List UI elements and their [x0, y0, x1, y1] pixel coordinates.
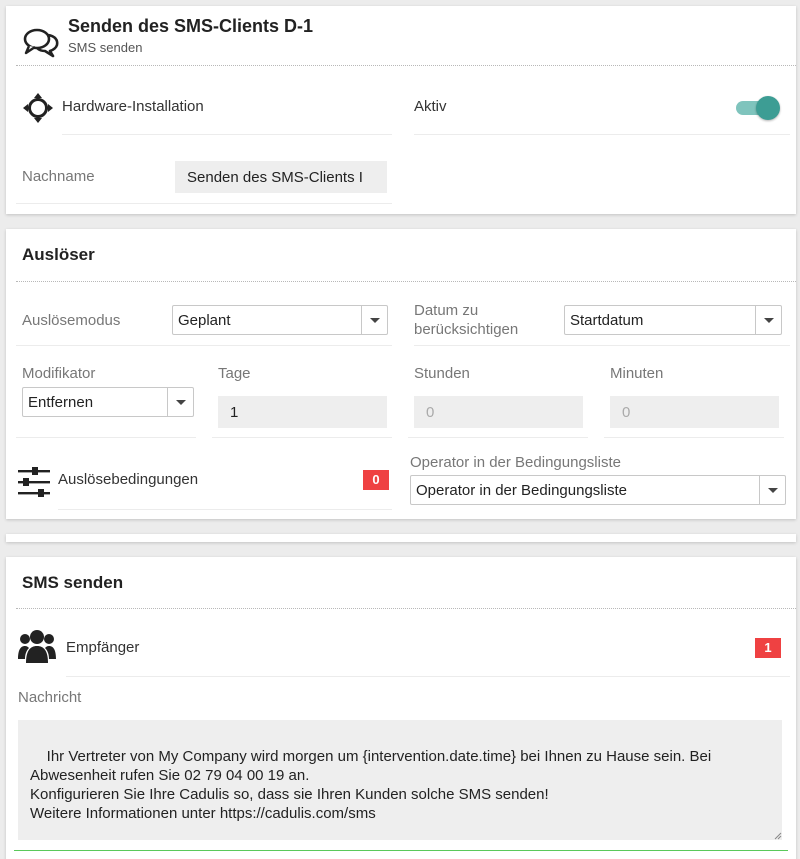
- message-label: Nachricht: [18, 689, 82, 706]
- nachname-field[interactable]: Senden des SMS-Clients I: [175, 161, 387, 193]
- minutes-label: Minuten: [610, 365, 664, 382]
- section-title-sms: SMS senden: [22, 573, 124, 592]
- sms-card: [6, 557, 796, 859]
- divider: [16, 437, 196, 438]
- trigger-card: [6, 229, 796, 519]
- chevron-down-icon: [361, 306, 387, 334]
- trigger-mode-value: Geplant: [178, 312, 231, 329]
- modifier-select[interactable]: [22, 387, 194, 417]
- trigger-conditions-label[interactable]: Auslösebedingungen: [58, 471, 199, 488]
- divider: [16, 65, 796, 66]
- message-text: Ihr Vertreter von My Company wird morgen um {intervention.date.time} bei Ihnen zu Hause sein. Bei Abwesenheit rufen Sie 02 79 04 00 19 an. Konfigurieren Sie Ihre Cadulis so, dass sie Ihren Kunden solche SMS senden! Weitere Informationen unter https://cadulis.com/sms: [30, 748, 712, 822]
- date-consider-label: Datum zu berücksichtigen: [414, 302, 519, 338]
- section-title-trigger: Auslöser: [22, 245, 95, 264]
- modifier-label: Modifikator: [22, 365, 96, 382]
- operator-label: Operator in der Bedingungsliste: [410, 454, 621, 471]
- days-label: Tage: [218, 365, 251, 382]
- nachname-label: Nachname: [22, 168, 95, 185]
- sliders-icon: [18, 467, 50, 497]
- chevron-down-icon: [167, 388, 193, 416]
- divider: [604, 437, 784, 438]
- header-card: [6, 6, 796, 214]
- recipients-count-badge: 1: [755, 638, 781, 658]
- divider: [58, 509, 392, 510]
- aktiv-label: Aktiv: [414, 98, 447, 115]
- divider: [66, 676, 790, 677]
- operator-select[interactable]: [410, 475, 786, 505]
- divider: [16, 203, 392, 204]
- modifier-value: Entfernen: [28, 394, 94, 411]
- divider: [62, 134, 392, 135]
- minutes-field[interactable]: 0: [610, 396, 779, 428]
- trigger-mode-select[interactable]: [172, 305, 388, 335]
- hardware-installation-label[interactable]: Hardware-Installation: [62, 98, 204, 115]
- focus-underline: [14, 850, 788, 851]
- chevron-down-icon: [755, 306, 781, 334]
- page-subtitle: SMS senden: [68, 40, 143, 55]
- hours-field[interactable]: 0: [414, 396, 583, 428]
- divider: [408, 437, 588, 438]
- users-group-icon: [18, 629, 56, 665]
- chat-bubbles-icon: [22, 26, 60, 60]
- hours-label: Stunden: [414, 365, 470, 382]
- divider: [414, 345, 790, 346]
- date-consider-value: Startdatum: [570, 312, 644, 329]
- divider: [16, 281, 796, 282]
- chevron-down-icon: [759, 476, 785, 504]
- message-textarea[interactable]: [18, 720, 782, 840]
- trigger-mode-label: Auslösemodus: [22, 312, 121, 329]
- recipients-label[interactable]: Empfänger: [66, 639, 140, 656]
- divider: [212, 437, 392, 438]
- days-field[interactable]: 1: [218, 396, 387, 428]
- operator-value: Operator in der Bedingungsliste: [416, 482, 627, 499]
- date-consider-select[interactable]: [564, 305, 782, 335]
- resize-handle-icon[interactable]: [774, 832, 782, 840]
- divider: [16, 608, 796, 609]
- divider: [414, 134, 790, 135]
- conditions-count-badge: 0: [363, 470, 389, 490]
- page-title: Senden des SMS-Clients D-1: [68, 16, 314, 36]
- divider: [16, 345, 392, 346]
- crosshair-move-icon: [22, 92, 54, 124]
- collapsed-card: [6, 534, 796, 542]
- aktiv-toggle[interactable]: [736, 96, 780, 120]
